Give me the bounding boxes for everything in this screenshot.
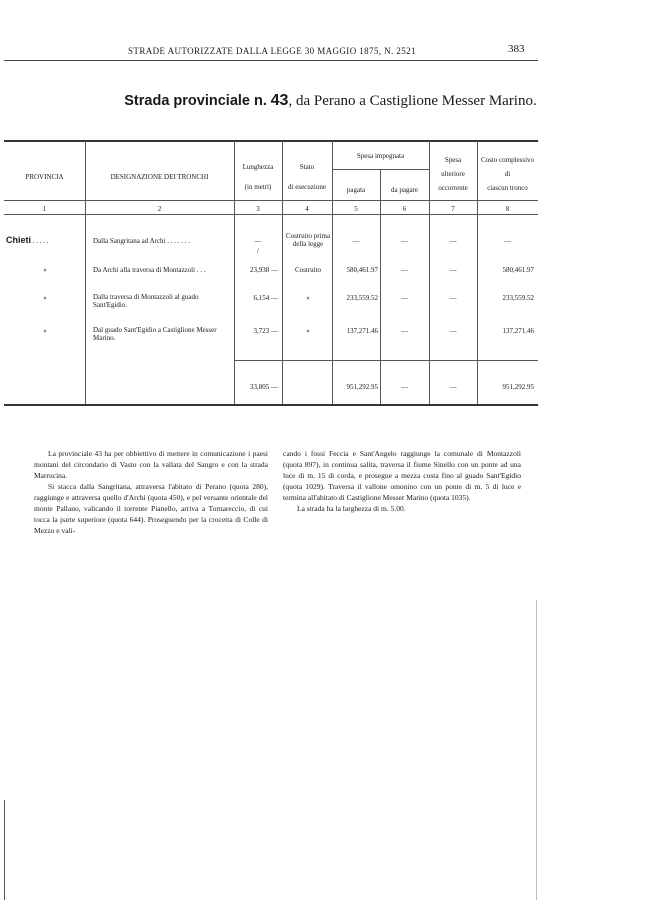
col-number: 1	[42, 205, 47, 213]
provincia-ditto: »	[43, 327, 47, 335]
paragraph: La provinciale 43 ha per obbiettivo di mettere in comunicazione i paesi montani del circondario di Vasto con la vallata del Sangro e con la strada Marrucina.	[34, 449, 268, 480]
scan-margin-line	[536, 600, 537, 900]
col-number: 3	[256, 205, 260, 213]
designazione-cell: Da Archi alla traversa di Montazzoli . . .	[93, 266, 206, 274]
subtotal-rule	[234, 360, 538, 361]
text-column-left	[34, 448, 268, 536]
header-spesa-impegnata: Spesa impegnata	[356, 152, 405, 160]
pagata-cell: 233,559.52	[346, 294, 378, 302]
da-pagare-cell: —	[401, 294, 408, 302]
paragraph: La strada ha la larghezza di m. 5.00.	[297, 504, 406, 513]
col-number: 6	[402, 205, 407, 213]
header-stato	[282, 162, 332, 192]
stato-cell: »	[306, 327, 310, 335]
provincia-cell	[6, 236, 49, 245]
table-bottom-rule	[4, 404, 538, 406]
title-number: 43	[270, 92, 289, 109]
stato-cell: »	[306, 294, 310, 302]
col-rule-4	[332, 140, 333, 404]
page-title	[0, 92, 661, 110]
header-lunghezza-line1: Lunghezza	[242, 163, 274, 171]
provincia-name: Chieti	[6, 235, 32, 245]
designazione-cell: Dalla traversa di Montazzoli al guado Sant'Egidio.	[93, 293, 199, 309]
provincia-ditto: »	[43, 266, 47, 274]
title-rest: , da Perano a Castiglione Messer Marino.	[288, 93, 537, 109]
da-pagare-cell: —	[401, 327, 408, 335]
ulteriore-cell: —	[449, 327, 457, 335]
paragraph: cando i fossi Feccia e Sant'Angelo raggiunge la comunale di Montazzoli (quota 897), in continua salita, traversa il fiume Sinello con un ponte ad una luce di m. 15 di corda, e prosegue a mezza costa fino al guado Sant'Egidio (quota 1029). Traversa il vallone omonino con un ponte di m. 5 di luce e termina all'abitato di Castiglione Messer Marino (quota 1035).	[283, 449, 521, 502]
lunghezza-cell: 3,723 —	[253, 327, 278, 335]
da-pagare-cell: —	[401, 266, 408, 274]
lunghezza-cell: 23,938 —	[250, 266, 278, 274]
header-provincia: PROVINCIA	[25, 173, 64, 181]
header-spesa-ulteriore	[429, 155, 477, 193]
lunghezza-cell: —	[254, 237, 262, 245]
header-designazione: DESIGNAZIONE DEI TRONCHI	[110, 173, 209, 181]
header-costo	[477, 155, 538, 193]
paragraph: Si stacca dalla Sangritana, attraversa l'abitato di Perano (quota 280), raggiunge e attraversa quello d'Archi (quota 450), e pel versante orientale del monte Pallano, valicando il torrente Pianello, arriva a Tornareccio, di cui tocca la parte superiore (quota 644). Proseguendo per la crocetta di Colle di Mezzo e vali-	[34, 482, 268, 535]
header-da-pagare: da pagare	[390, 186, 418, 194]
pagata-cell: 580,461.97	[346, 266, 378, 274]
header-costo-line2: di	[504, 170, 511, 178]
provincia-ditto: »	[43, 294, 47, 302]
total-ulteriore: —	[449, 383, 457, 391]
pagata-cell: —	[352, 237, 360, 245]
col-number: 5	[354, 205, 358, 213]
title-prefix: Strada provinciale n.	[124, 93, 267, 109]
header-costo-line1: Costo complessivo	[480, 156, 535, 164]
header-spesa-line3: occorrente	[438, 184, 468, 192]
header-lunghezza	[234, 162, 282, 192]
col-number: 4	[305, 205, 309, 213]
header-lunghezza-line2: (in metri)	[244, 183, 272, 191]
ulteriore-cell: —	[449, 237, 457, 245]
designazione-cell: Dal guado Sant'Egidio a Castiglione Messer Marino.	[93, 326, 217, 342]
col-number: 8	[505, 205, 510, 213]
header-pagata: pagata	[346, 186, 366, 194]
running-head: STRADE AUTORIZZATE DALLA LEGGE 30 MAGGIO 1875, N. 2521	[128, 46, 416, 56]
header-spesa-line2: ulteriore	[441, 170, 465, 178]
total-pagata: 951,292.95	[346, 383, 378, 391]
header-stato-line1: Stato	[299, 163, 315, 171]
text-column-right	[283, 448, 521, 514]
col-number: 2	[157, 205, 162, 213]
provincia-leader: . . . . .	[32, 237, 49, 245]
costo-cell: —	[504, 237, 511, 245]
header-spesa-line1: Spesa	[444, 156, 462, 164]
costo-cell: 137,271.46	[502, 327, 534, 335]
header-rule	[4, 60, 538, 61]
scan-margin-line	[4, 800, 5, 900]
page-number: 383	[508, 43, 525, 55]
total-lunghezza: 33,805 —	[250, 383, 278, 391]
costo-cell: 580,461.97	[502, 266, 534, 274]
designazione-cell: Dalla Sangritana ad Archi . . . . . . .	[93, 237, 191, 245]
costo-cell: 233,559.52	[502, 294, 534, 302]
total-da-pagare: —	[401, 383, 408, 391]
ulteriore-cell: —	[449, 294, 457, 302]
lunghezza-cell: 6,154 —	[253, 294, 278, 302]
stato-cell: Costruito prima della legge	[285, 232, 331, 248]
col-number: 7	[451, 205, 455, 213]
da-pagare-cell: —	[401, 237, 408, 245]
pagata-cell: 137,271.46	[346, 327, 378, 335]
stato-cell: Costruito	[294, 266, 322, 274]
header-costo-line3: ciascun tronco	[487, 184, 528, 192]
lunghezza-mark: /	[257, 247, 259, 255]
header-stato-line2: di esecuzione	[288, 183, 326, 191]
ulteriore-cell: —	[449, 266, 457, 274]
total-costo: 951,292.95	[502, 383, 534, 391]
